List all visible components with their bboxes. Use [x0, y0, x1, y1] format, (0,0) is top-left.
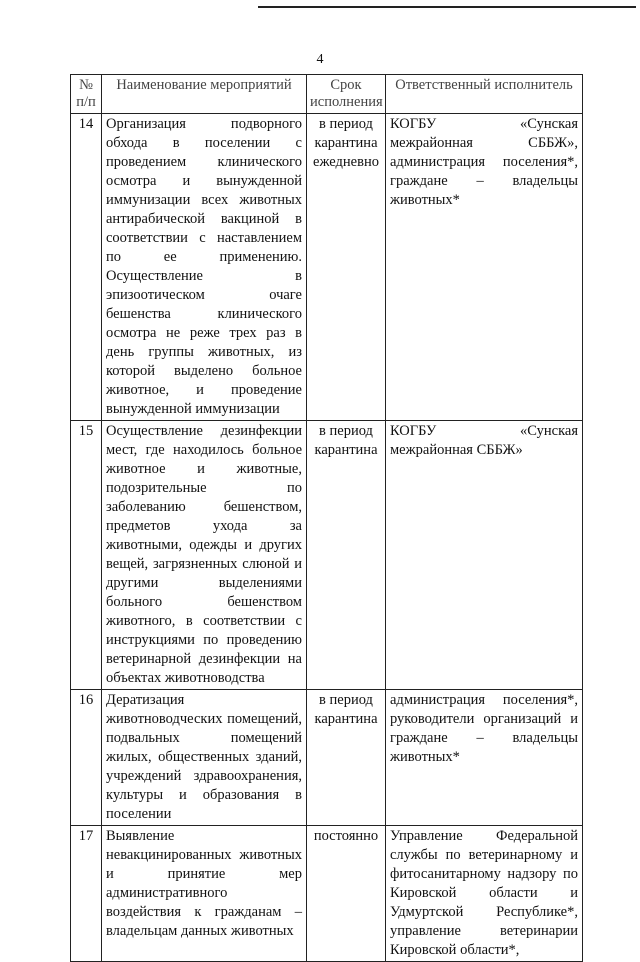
measures-table	[70, 74, 583, 962]
table-row	[71, 826, 583, 962]
row-number: 14	[71, 114, 102, 421]
row-responsible: КОГБУ «Сунская межрайонная СББЖ», администрация поселения*, граждане – владельцы животных*	[386, 114, 583, 421]
row-responsible: администрация поселения*, руководители организаций и граждане – владельцы животных*	[386, 690, 583, 826]
row-term: постоянно	[307, 826, 386, 962]
row-term: в период карантина	[307, 421, 386, 690]
row-term: в период карантина	[307, 690, 386, 826]
header-num: № п/п	[71, 75, 102, 114]
header-term: Срок исполнения	[307, 75, 386, 114]
row-activity: Осуществление дезинфекции мест, где находилось больное животное и животные, подозрительные по заболеванию бешенством, предметов ухода за животными, одежды и других вещей, загрязненных слюной и другими выделениями больного бешенством животного, в соответствии с инструкциями по проведению ветеринарной дезинфекции на объектах животноводства	[102, 421, 307, 690]
table-row	[71, 690, 583, 826]
header-responsible: Ответственный исполнитель	[386, 75, 583, 114]
row-number: 16	[71, 690, 102, 826]
row-term: в период карантина ежедневно	[307, 114, 386, 421]
header-activity: Наименование мероприятий	[102, 75, 307, 114]
row-activity: Выявление невакцинированных животных и принятие мер административного воздействия к гражданам – владельцам данных животных	[102, 826, 307, 962]
row-responsible: КОГБУ «Сунская межрайонная СББЖ»	[386, 421, 583, 690]
top-rule	[258, 6, 636, 8]
table-row	[71, 114, 583, 421]
row-activity: Дератизация животноводческих помещений, подвальных помещений жилых, общественных зданий, учреждений здравоохранения, культуры и образования в поселении	[102, 690, 307, 826]
page-number: 4	[316, 52, 324, 67]
table-row	[71, 421, 583, 690]
table-header-row	[71, 75, 583, 114]
row-responsible: Управление Федеральной службы по ветеринарному и фитосанитарному надзору по Кировской области и Удмуртской Республике*, управление ветеринарии Кировской области*,	[386, 826, 583, 962]
row-number: 15	[71, 421, 102, 690]
row-number: 17	[71, 826, 102, 962]
row-activity: Организация подворного обхода в поселении с проведением клинического осмотра и вынужденной иммунизации всех животных антирабической вакциной в соответствии с наставлением по ее применению. Осуществление в эпизоотическом очаге бешенства клинического осмотра не реже трех раз в день группы животных, из которой выделено больное животное, и проведение вынужденной иммунизации	[102, 114, 307, 421]
